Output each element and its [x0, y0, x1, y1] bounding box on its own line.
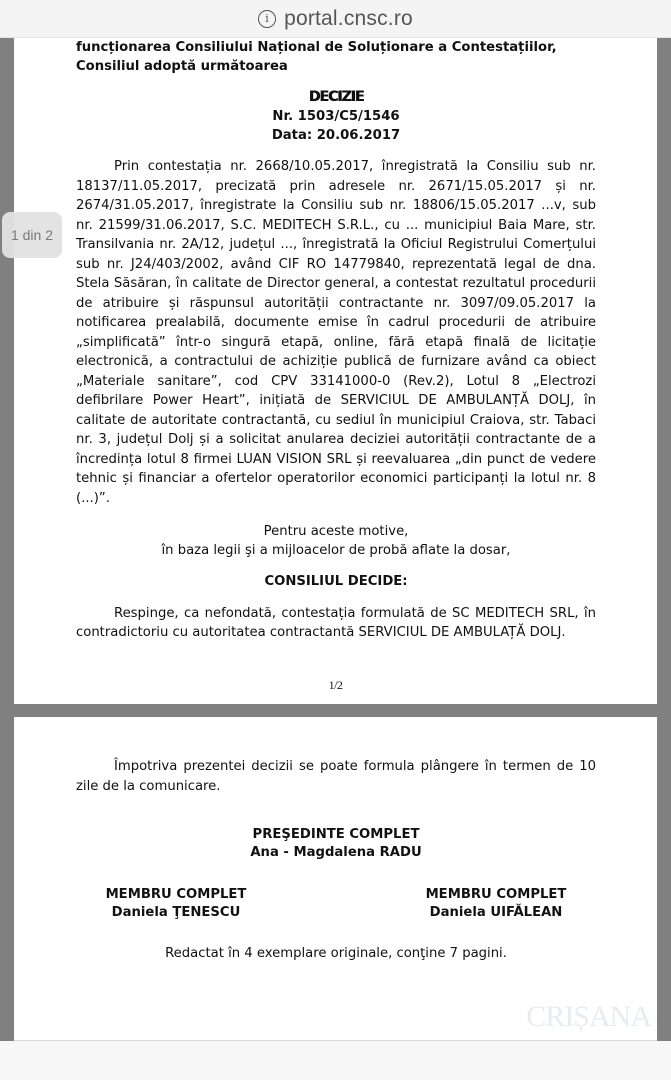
- decision-date: Data: 20.06.2017: [271, 128, 401, 143]
- info-circle-icon[interactable]: i: [258, 10, 276, 28]
- decision-header: [76, 88, 596, 145]
- viewer-bottom-area: [0, 1041, 671, 1080]
- member1-signature: [76, 886, 276, 922]
- motives-line-2: în baza legii şi a mijloacelor de probă aflate la dosar,: [161, 543, 511, 558]
- appeal-note: Împotriva prezentei decizii se poate formula plângere în termen de 10 zile de la comunicare.: [76, 759, 596, 794]
- member2-signature: [396, 886, 596, 922]
- footer-note: Redactat în 4 exemplare originale, conţine 7 pagini.: [165, 946, 507, 961]
- main-paragraph: Prin contestația nr. 2668/10.05.2017, înregistrată la Consiliu sub nr. 18137/11.05.2017, precizată prin adresele nr. 2671/15.05.2017 și nr. 2674/31.05.2017, înregistrate la Consiliu sub nr. 18806/15.05.2017 ...v, sub nr. 21599/31.06.2017, S.C. MEDITECH S.R.L., cu ... municipiul Baia Mare, str. Transilvania nr. 2A/12, județul ..., înregistrată la Oficiul Registrului Comerțului sub nr. J24/403/2002, având CIF RO 14779840, reprezentată legal de dna. Stela Săsăran, în calitate de Director general, a contestat rezultatul procedurii de atribuire și răspunsul autorității contractante nr. 3097/09.05.2017 la notificarea prealabilă, documente emise în cadrul procedurii de atribuire „simplificată” într-o singură etapă, online, fără etapă finală de licitație electronică, a contractului de achiziție publică de furnizare având ca obiect „Materiale sanitare”, cod CPV 33141000-0 (Rev.2), Lotul 8 „Electrozi defibrilare Power Heart”, inițiată de SERVICIUL DE AMBULANȚĂ DOLJ, în calitate de autoritate contractantă, cu sediul în municipiul Craiova, str. Tabaci nr. 3, județul Dolj și a solicitat anularea deciziei autorității contractante de a încredința lotul 8 firmei LUAN VISION SRL și reevaluarea „din punct de vedere tehnic și financiar a ofertelor operatorilor economici participanți la lotul nr. 8 (...)”.: [76, 159, 596, 506]
- ruling-paragraph: Respinge, ca nefondată, contestația formulată de SC MEDITECH SRL, în contradictoriu cu autoritatea contractantă SERVICIUL DE AMBULAȚĂ DOLJ.: [76, 605, 596, 640]
- document-page-2: [14, 717, 657, 1041]
- crisana-watermark-logo: CRIȘANA: [526, 1000, 651, 1033]
- page-number: 1/2: [328, 678, 343, 692]
- url-text: portal.cnsc.ro: [284, 6, 413, 30]
- member2-name: Daniela UIFĂLEAN: [429, 905, 563, 920]
- president-signature: [76, 826, 596, 862]
- document-page-1: [14, 0, 657, 704]
- page-indicator-badge: 1 din 2: [2, 212, 62, 258]
- intro-line-1: funcționarea Consiliului Național de Soluționare a Contestațiilor,: [76, 40, 557, 55]
- member1-name: Daniela ŢENESCU: [111, 905, 241, 920]
- page2-content: [76, 757, 596, 964]
- browser-address-bar[interactable]: [0, 0, 671, 38]
- council-decides-heading: CONSILIUL DECIDE:: [264, 574, 408, 589]
- page1-content: [76, 38, 596, 643]
- president-name: Ana - Magdalena RADU: [250, 845, 422, 860]
- member2-title: MEMBRU COMPLET: [425, 887, 567, 902]
- decision-number: Nr. 1503/C5/1546: [272, 109, 400, 124]
- president-title: PREŞEDINTE COMPLET: [252, 827, 420, 842]
- members-row: [76, 886, 596, 922]
- url-display[interactable]: [258, 7, 413, 31]
- motives-line-1: Pentru aceste motive,: [263, 524, 409, 539]
- motives: [76, 522, 596, 560]
- intro-text: [76, 38, 596, 76]
- member1-title: MEMBRU COMPLET: [105, 887, 247, 902]
- decision-title: DECIZIE: [308, 89, 364, 105]
- intro-line-2: Consiliul adoptă următoarea: [76, 59, 288, 74]
